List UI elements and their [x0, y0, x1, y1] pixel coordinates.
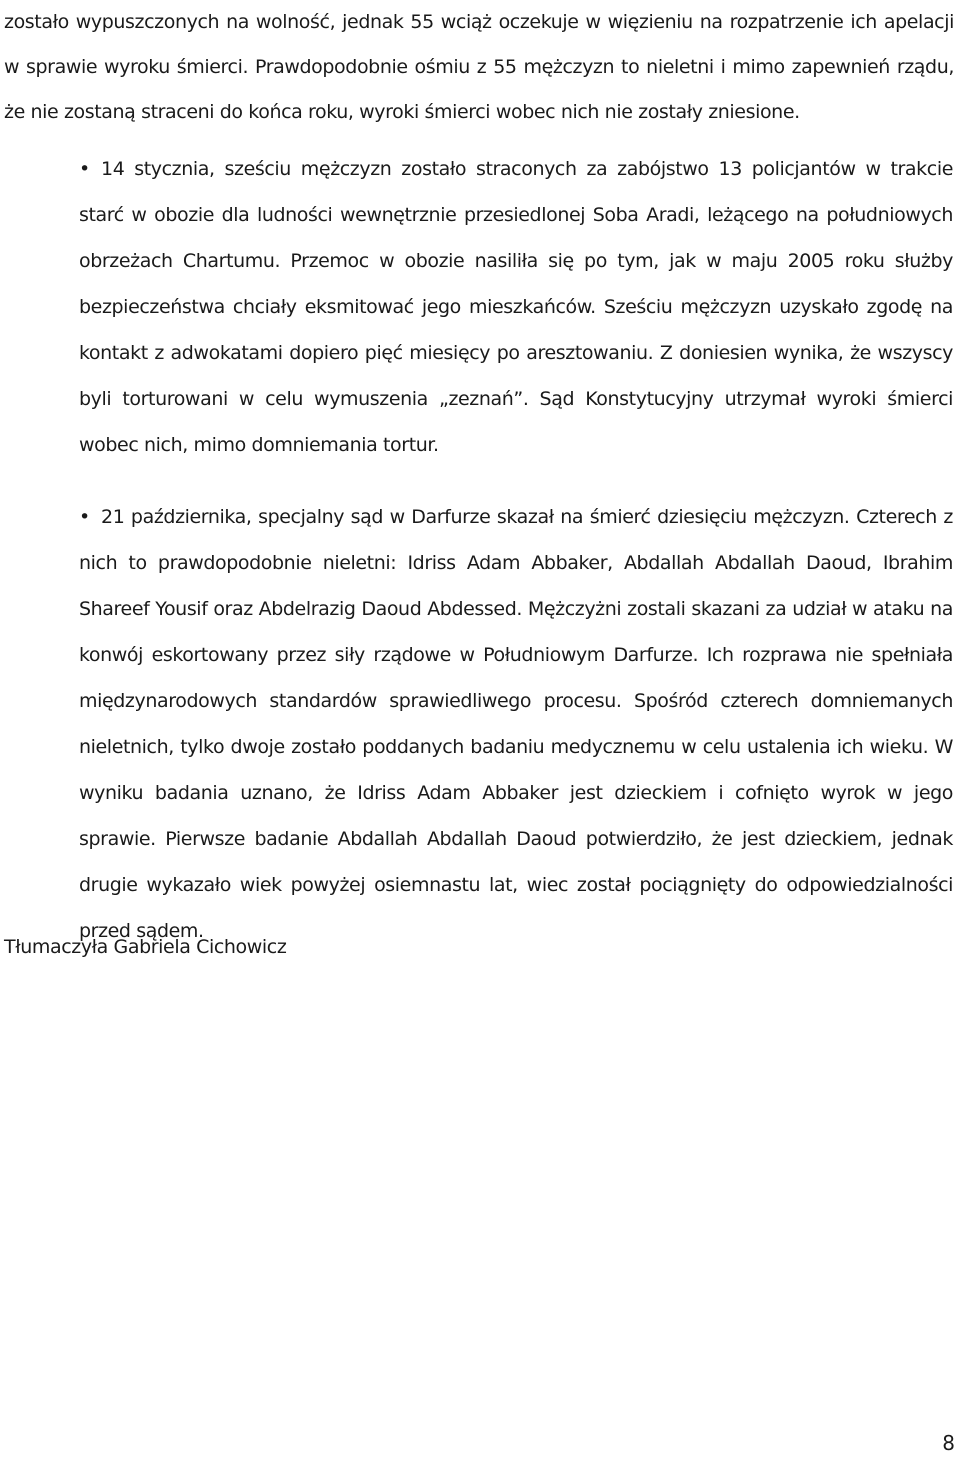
bullet-icon: •	[79, 158, 90, 180]
bullet-list	[0, 146, 960, 980]
translator-signature: Tłumaczyła Gabriela Cichowicz	[4, 936, 287, 958]
list-item	[0, 146, 953, 468]
page-number: 8	[942, 1431, 955, 1455]
intro-paragraph: zostało wypuszczonych na wolność, jednak 55 wciąż oczekuje w więzieniu na rozpatrzenie ich apelacji w sprawie wyroku śmierci. Prawdopodobnie ośmiu z 55 mężczyzn to nieletni i mimo zapewnień rządu, że nie zostaną straceni do końca roku, wyroki śmierci wobec nich nie zostały zniesione.	[4, 11, 954, 123]
bullet-text: 21 października, specjalny sąd w Darfurze skazał na śmierć dziesięciu mężczyzn. Czterech z nich to prawdopodobnie nieletni: Idriss Adam Abbaker, Abdallah Abdallah Daoud, Ibrahim Shareef Yousif oraz Abdelrazig Daoud Abdessed. Mężczyżni zostali skazani za udział w ataku na konwój eskortowany przez siły rządowe w Południowym Darfurze. Ich rozprawa nie spełniała międzynarodowych standardów sprawiedliwego procesu. Spośród czterech domniemanych nieletnich, tylko dwoje zostało poddanych badaniu medycznemu w celu ustalenia ich wieku. W wyniku badania uznano, że Idriss Adam Abbaker jest dzieckiem i cofnięto wyrok w jego sprawie. Pierwsze badanie Abdallah Abdallah Daoud potwierdziło, że jest dzieckiem, jednak drugie wykazało wiek powyżej osiemnastu lat, wiec został pociągnięty do odpowiedzialności przed sądem.	[79, 506, 953, 942]
list-item	[0, 494, 953, 954]
bullet-text: 14 stycznia, sześciu mężczyzn zostało straconych za zabójstwo 13 policjantów w trakcie starć w obozie dla ludności wewnętrznie przesiedlonej Soba Aradi, leżącego na południowych obrzeżach Chartumu. Przemoc w obozie nasiliła się po tym, jak w maju 2005 roku służby bezpieczeństwa chciały eksmitować jego mieszkańców. Sześciu mężczyzn uzyskało zgodę na kontakt z adwokatami dopiero pięć miesięcy po aresztowaniu. Z doniesien wynika, że wszyscy byli torturowani w celu wymuszenia „zeznań”. Sąd Konstytucyjny utrzymał wyroki śmierci wobec nich, mimo domniemania tortur.	[79, 158, 953, 456]
bullet-icon: •	[79, 506, 90, 528]
